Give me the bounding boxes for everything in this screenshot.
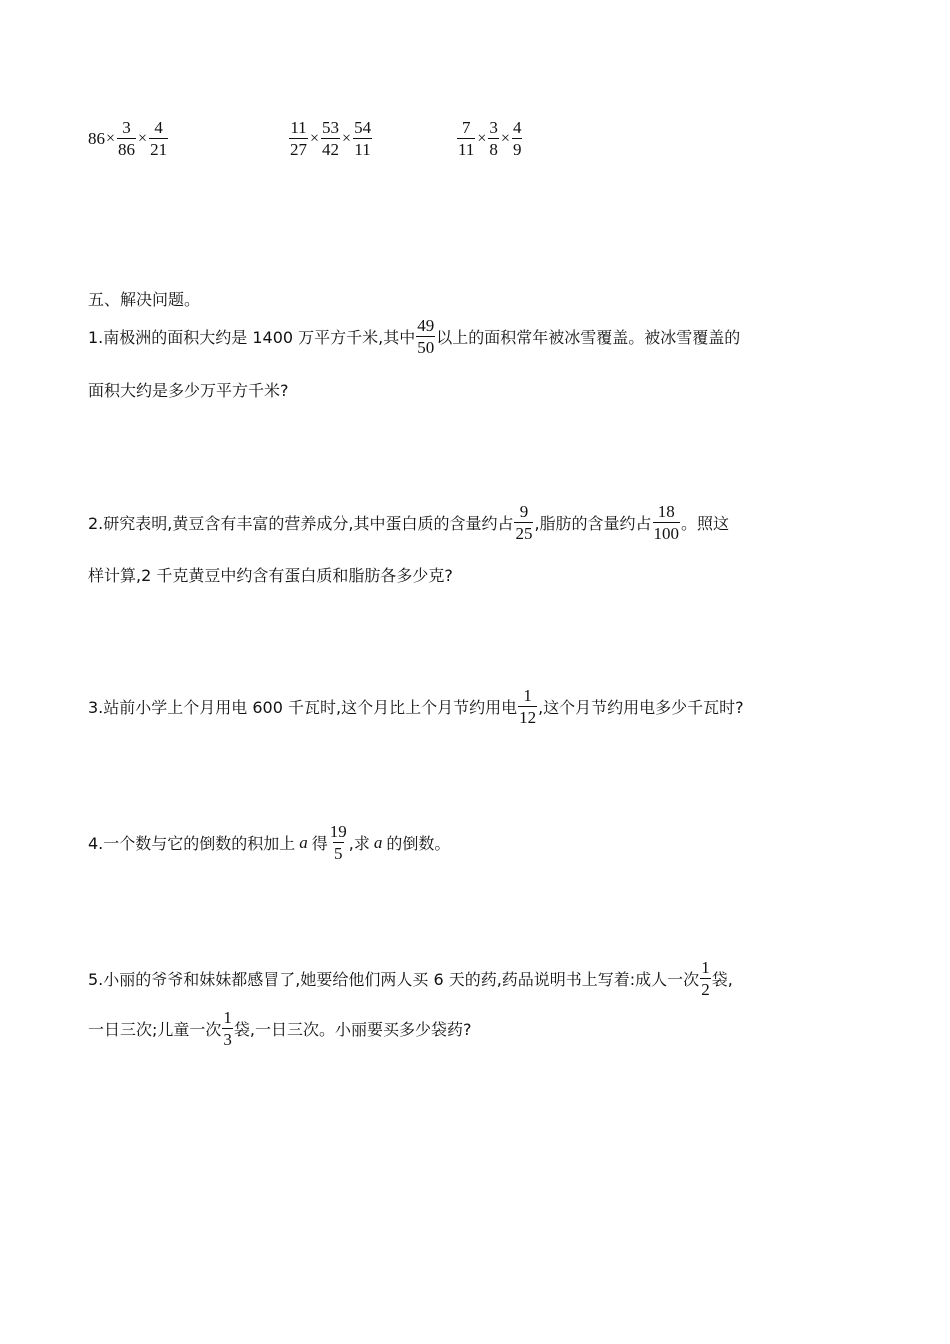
fraction: $\frac{4}{9}$	[512, 118, 522, 159]
variable-a: a	[299, 832, 308, 852]
expression-1	[88, 118, 169, 159]
times-sign: ×	[477, 129, 487, 147]
fraction: $\frac{1}{2}$	[701, 958, 710, 999]
times-sign: ×	[138, 129, 148, 147]
times-sign: ×	[342, 129, 352, 147]
question-3-line-1: 3.站前小学上个月用电 600 千瓦时,这个月比上个月节约用电 $\frac{1}{12}$ ,这个月节约用电多少千瓦时?	[88, 686, 744, 727]
fraction: $\frac{3}{8}$	[489, 118, 498, 159]
fraction: $\frac{3}{86}$	[118, 118, 136, 159]
times-sign: ×	[310, 129, 320, 147]
question-5-line-2: 一日三次;儿童一次 $\frac{1}{3}$ 袋,一日三次。小丽要买多少袋药?	[88, 1008, 472, 1049]
fraction: $\frac{7}{11}$	[458, 118, 475, 159]
question-2-line-1: 2.研究表明,黄豆含有丰富的营养成分,其中蛋白质的含量约占 $\frac{9}{25}$ ,脂肪的含量约占 $\frac{18}{100}$ 。照这	[88, 502, 730, 543]
fraction: $\frac{4}{21}$	[150, 118, 168, 159]
question-1-line-2: 面积大约是多少万平方千米?	[88, 381, 289, 400]
fraction: $\frac{9}{25}$	[515, 502, 533, 543]
fraction: $\frac{1}{3}$	[223, 1008, 232, 1049]
question-4-line-1: 4.一个数与它的倒数的积加上 a 得 $\frac{19}{5}$ ,求 a 的倒数。	[88, 822, 451, 863]
question-2-line-2: 样计算,2 千克黄豆中约含有蛋白质和脂肪各多少克?	[88, 566, 453, 585]
fraction: $\frac{1}{12}$	[519, 686, 537, 727]
fraction: $\frac{54}{11}$	[354, 118, 372, 159]
fraction: $\frac{19}{5}$	[329, 822, 347, 863]
question-5-line-1: 5.小丽的爷爷和妹妹都感冒了,她要给他们两人买 6 天的药,药品说明书上写着:成人一次 $\frac{1}{2}$ 袋,	[88, 958, 733, 999]
times-sign: ×	[106, 129, 116, 147]
fraction: $\frac{18}{100}$	[653, 502, 680, 543]
expression-3	[456, 118, 523, 159]
fraction: $\frac{53}{42}$	[322, 118, 340, 159]
variable-a: a	[373, 832, 383, 852]
question-1-line-1: 1.南极洲的面积大约是 1400 万平方千米,其中 $\frac{49}{50}$ 以上的面积常年被冰雪覆盖。被冰雪覆盖的	[88, 316, 741, 357]
expression-2	[288, 118, 373, 159]
section-heading: 五、解决问题。	[88, 290, 201, 309]
times-sign: ×	[500, 129, 510, 147]
expr-1-lead: 86	[88, 128, 105, 148]
fraction: $\frac{11}{27}$	[290, 118, 307, 159]
fraction: $\frac{49}{50}$	[417, 316, 435, 357]
